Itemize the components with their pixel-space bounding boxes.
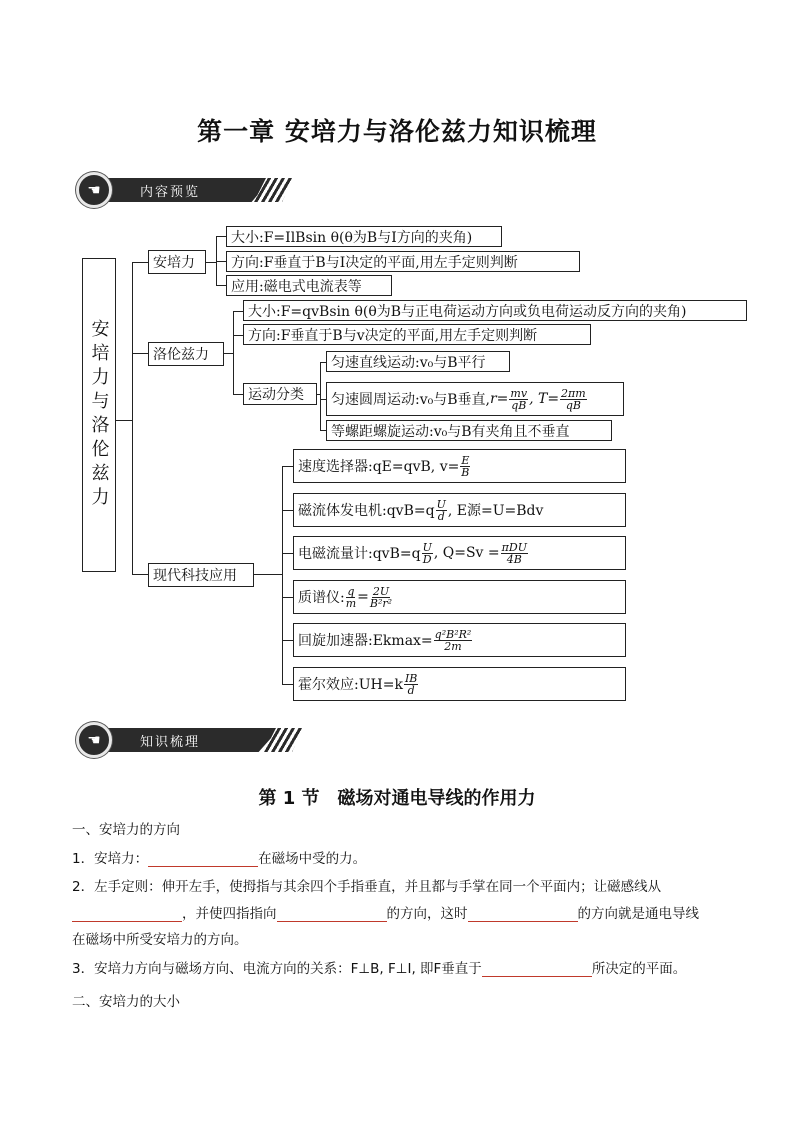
hall-effect: 霍尔效应:UH=k $\frac{IB}{d}$ (293, 667, 626, 701)
lorentz-magnitude: 大小:F=qvBsin θ(θ为B与正电荷运动方向或负电荷运动反方向的夹角) (243, 300, 747, 321)
mhd-generator: 磁流体发电机:qvB=q $\frac{U}{d}$ , E源=U=Bdv (293, 493, 626, 527)
hand-icon: ☚ (76, 722, 112, 758)
section-banner-knowledge (76, 722, 288, 758)
answer-blank[interactable] (72, 907, 182, 922)
lorentz-direction: 方向:F垂直于B与v决定的平面,用左手定则判断 (243, 324, 591, 345)
hand-icon: ☚ (76, 172, 112, 208)
motion-linear: 匀速直线运动:v₀与B平行 (326, 351, 510, 372)
banner-label: 内容预览 (140, 185, 201, 200)
cyclotron: 回旋加速器:Ekmax= $\frac{\text{q²B²R²}}{2m}$ (293, 623, 626, 657)
ampere-direction: 方向:F垂直于B与I决定的平面,用左手定则判断 (226, 251, 580, 272)
ampere-application: 应用:磁电式电流表等 (226, 275, 392, 296)
ampere-node: 安培力 (148, 250, 206, 274)
section-banner-preview (76, 172, 276, 208)
heading-direction: 一、安培力的方向 (72, 822, 180, 838)
item-2-line1: 2．左手定则：伸开左手，使拇指与其余四个手指垂直，并且都与手掌在同一个平面内；让磁感线从 (72, 879, 662, 895)
answer-blank[interactable] (277, 907, 387, 922)
answer-blank[interactable] (468, 907, 578, 922)
flow-meter: 电磁流量计:qvB=q $\frac{U}{D}$ , Q=Sv = $\frac{\text{πDU}}{4B}$ (293, 536, 626, 570)
motion-circular: 匀速圆周运动:v₀与B垂直, r= $\frac{mv}{qB}$ , T= $\frac{2\pi m}{qB}$ (326, 382, 624, 416)
item-2-line2: ，并使四指指向 的方向，这时 的方向就是通电导线 (72, 902, 699, 922)
answer-blank[interactable] (482, 962, 592, 977)
root-node: 安培力与洛伦兹力 (82, 258, 116, 572)
modern-node: 现代科技应用 (148, 563, 254, 587)
mass-spectrometer: 质谱仪: $\frac{q}{m}$ = $\frac{2U}{\text{B²r²}}$ (293, 580, 626, 614)
item-2-line3: 在磁场中所受安培力的方向。 (72, 932, 248, 948)
motion-helical: 等螺距螺旋运动:v₀与B有夹角且不垂直 (326, 420, 612, 441)
banner-label: 知识梳理 (140, 735, 201, 750)
velocity-selector: 速度选择器:qE=qvB, v= $\frac{E}{B}$ (293, 449, 626, 483)
heading-magnitude: 二、安培力的大小 (72, 994, 180, 1010)
answer-blank[interactable] (148, 852, 258, 867)
ampere-magnitude: 大小:F=IlBsin θ(θ为B与I方向的夹角) (226, 226, 502, 247)
item-1: 1．安培力： 在磁场中受的力。 (72, 851, 367, 867)
item-3: 3．安培力方向与磁场方向、电流方向的关系：F⊥B, F⊥I, 即F垂直于 所决定的平面。 (72, 961, 687, 977)
page-title: 第一章 安培力与洛伦兹力知识梳理 (197, 117, 597, 146)
motion-node: 运动分类 (243, 383, 317, 405)
lorentz-node: 洛伦兹力 (148, 342, 224, 366)
section-title: 第 1 节 磁场对通电导线的作用力 (258, 788, 536, 809)
